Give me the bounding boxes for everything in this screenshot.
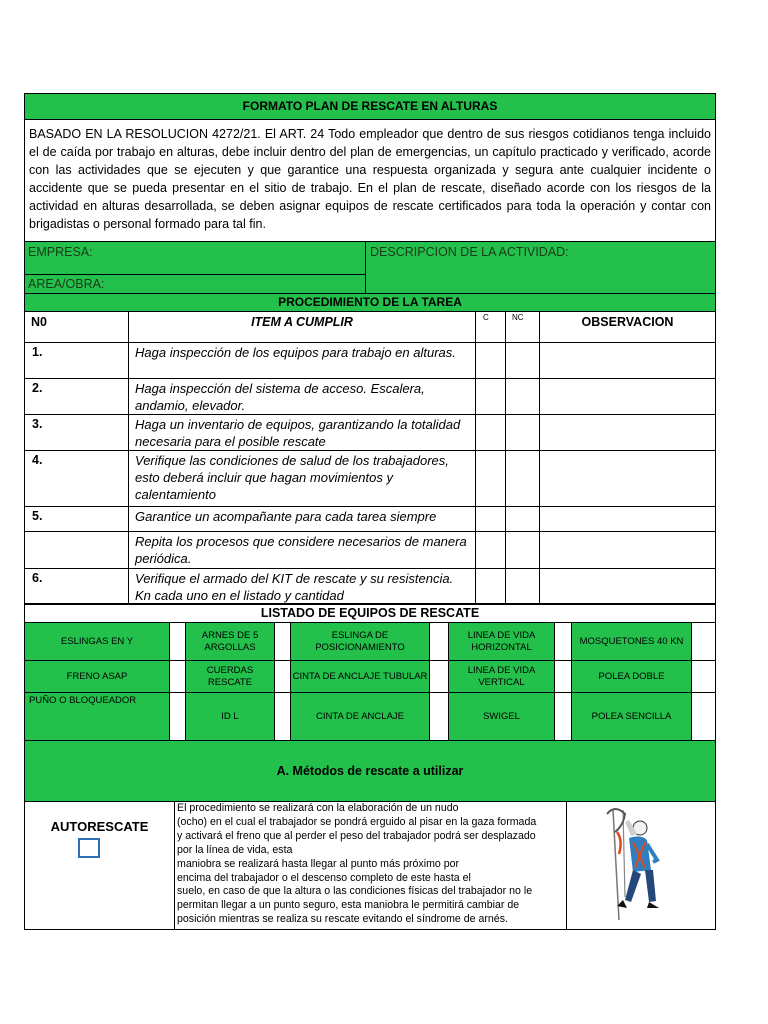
equipment-check[interactable] <box>169 622 186 661</box>
row-number <box>24 531 129 569</box>
row-item-text: Garantice un acompañante para cada tarea siempre <box>128 506 476 532</box>
row-c-check[interactable] <box>475 450 506 507</box>
autorescate-checkbox[interactable] <box>78 838 100 858</box>
equipment-check[interactable] <box>554 622 572 661</box>
row-nc-check[interactable] <box>505 342 540 379</box>
row-item-text: Haga inspección de los equipos para trabajo en alturas. <box>128 342 476 379</box>
equipment-item: LINEA DE VIDA VERTICAL <box>448 660 555 693</box>
autorescate-line: (ocho) en el cual el trabajador se pondrá erguido al pisar en la gaza formada <box>177 815 537 828</box>
autorescate-line: posición mientras se realiza su rescate evitando el síndrome de arnés. <box>177 913 508 926</box>
row-number: 4. <box>24 450 129 507</box>
row-c-check[interactable] <box>475 506 506 532</box>
row-number: 5. <box>24 506 129 532</box>
intro-text: BASADO EN LA RESOLUCION 4272/21. El ART. 24 Todo empleador que dentro de sus riesgos cotidianos tenga incluido el de caída por trabajo en alturas, debe incluir dentro del plan de emergencias, un capítulo practicado y verificado, acorde con las actividades que se ejecuten y que garantice una respuesta organizada y segura ante cualquier incidente o accidente que se pueda presentar en el sitio de trabajo. En el plan de rescate, diseñado acorde con los riesgos de la actividad en alturas desarrollada, se deben asignar equipos de rescate certificados para toda la operación y contar con brigadistas o personal formado para tal fin. <box>24 119 716 242</box>
empresa-label: EMPRESA: <box>28 245 93 259</box>
row-number: 6. <box>24 568 129 605</box>
empresa-field[interactable] <box>24 241 366 275</box>
equipment-item: POLEA SENCILLA <box>571 692 692 742</box>
col-c-header: C <box>475 311 506 343</box>
equipment-item: PUÑO O BLOQUEADOR <box>24 692 170 742</box>
row-nc-check[interactable] <box>505 378 540 415</box>
row-item-text: Haga un inventario de equipos, garantizando la totalidad necesaria para el posible rescate <box>128 414 476 451</box>
row-nc-check[interactable] <box>505 450 540 507</box>
autorescate-cell <box>24 801 175 930</box>
area-field[interactable] <box>24 274 366 294</box>
equipment-check[interactable] <box>691 692 716 742</box>
col-no-header: N0 <box>24 311 129 343</box>
row-c-check[interactable] <box>475 414 506 451</box>
row-observation[interactable] <box>539 450 716 507</box>
row-nc-check[interactable] <box>505 568 540 605</box>
descripcion-label: DESCRIPCION DE LA ACTIVIDAD: <box>370 245 569 259</box>
col-nc-header: NC <box>505 311 540 343</box>
row-nc-check[interactable] <box>505 531 540 569</box>
row-observation[interactable] <box>539 414 716 451</box>
equipment-check[interactable] <box>429 660 449 693</box>
row-observation[interactable] <box>539 378 716 415</box>
rescue-image-cell <box>566 801 716 930</box>
equipment-item: LINEA DE VIDA HORIZONTAL <box>448 622 555 661</box>
form-title: FORMATO PLAN DE RESCATE EN ALTURAS <box>24 93 716 120</box>
equipment-item: ESLINGA DE POSICIONAMIENTO <box>290 622 430 661</box>
equipment-item: POLEA DOBLE <box>571 660 692 693</box>
equipment-title: LISTADO DE EQUIPOS DE RESCATE <box>24 603 716 623</box>
equipment-check[interactable] <box>274 660 291 693</box>
row-item-text: Repita los procesos que considere necesarios de manera periódica. <box>128 531 476 569</box>
autorescate-label: AUTORESCATE <box>50 819 149 834</box>
row-nc-check[interactable] <box>505 414 540 451</box>
equipment-item: CUERDAS RESCATE <box>185 660 275 693</box>
equipment-check[interactable] <box>169 660 186 693</box>
equipment-item: CINTA DE ANCLAJE <box>290 692 430 742</box>
row-nc-check[interactable] <box>505 506 540 532</box>
autorescate-line: y activará el freno que al perder el peso del trabajador podrá ser desplazado <box>177 829 536 842</box>
equipment-item: ARNES DE 5 ARGOLLAS <box>185 622 275 661</box>
equipment-check[interactable] <box>554 660 572 693</box>
col-obs-header: OBSERVACION <box>539 311 716 343</box>
autorescate-description <box>174 801 567 930</box>
row-item-text: Haga inspección del sistema de acceso. Escalera, andamio, elevador. <box>128 378 476 415</box>
equipment-check[interactable] <box>429 622 449 661</box>
equipment-check[interactable] <box>429 692 449 742</box>
methods-title: A. Métodos de rescate a utilizar <box>24 740 716 802</box>
descripcion-field[interactable] <box>365 241 716 294</box>
equipment-check[interactable] <box>274 622 291 661</box>
autorescate-line: maniobra se realizará hasta llegar al punto más próximo por <box>177 857 460 870</box>
autorescate-line: permitan llegar a un punto seguro, esta maniobra le permitirá cambiar de <box>177 899 520 912</box>
equipment-check[interactable] <box>169 692 186 742</box>
row-c-check[interactable] <box>475 342 506 379</box>
procedure-title: PROCEDIMIENTO DE LA TAREA <box>24 293 716 312</box>
equipment-item: ESLINGAS EN Y <box>24 622 170 661</box>
equipment-check[interactable] <box>691 660 716 693</box>
row-number: 3. <box>24 414 129 451</box>
autorescate-line: encima del trabajador o el descenso completo de este hasta el <box>177 871 471 884</box>
equipment-item: ID L <box>185 692 275 742</box>
area-label: AREA/OBRA: <box>28 277 105 291</box>
row-observation[interactable] <box>539 506 716 532</box>
autorescate-line: El procedimiento se realizará con la elaboración de un nudo <box>177 802 459 814</box>
row-c-check[interactable] <box>475 378 506 415</box>
row-observation[interactable] <box>539 342 716 379</box>
equipment-item: SWIGEL <box>448 692 555 742</box>
equipment-check[interactable] <box>274 692 291 742</box>
row-observation[interactable] <box>539 531 716 569</box>
row-number: 1. <box>24 342 129 379</box>
equipment-check[interactable] <box>691 622 716 661</box>
autorescate-line: suelo, en caso de que la altura o las condiciones físicas del trabajador no le <box>177 885 533 898</box>
equipment-check[interactable] <box>554 692 572 742</box>
autorescate-line: por la línea de vida, esta <box>177 843 293 856</box>
row-c-check[interactable] <box>475 531 506 569</box>
equipment-item: FRENO ASAP <box>24 660 170 693</box>
equipment-item: CINTA DE ANCLAJE TUBULAR <box>290 660 430 693</box>
row-c-check[interactable] <box>475 568 506 605</box>
row-item-text: Verifique las condiciones de salud de los trabajadores, esto deberá incluir que hagan movimientos y calentamiento <box>128 450 476 507</box>
rescue-worker-image <box>567 802 715 929</box>
equipment-item: MOSQUETONES 40 KN <box>571 622 692 661</box>
row-number: 2. <box>24 378 129 415</box>
row-item-text: Verifique el armado del KIT de rescate y su resistencia. Kn cada uno en el listado y cantidad <box>128 568 476 605</box>
row-observation[interactable] <box>539 568 716 605</box>
col-item-header: ITEM A CUMPLIR <box>128 311 476 343</box>
